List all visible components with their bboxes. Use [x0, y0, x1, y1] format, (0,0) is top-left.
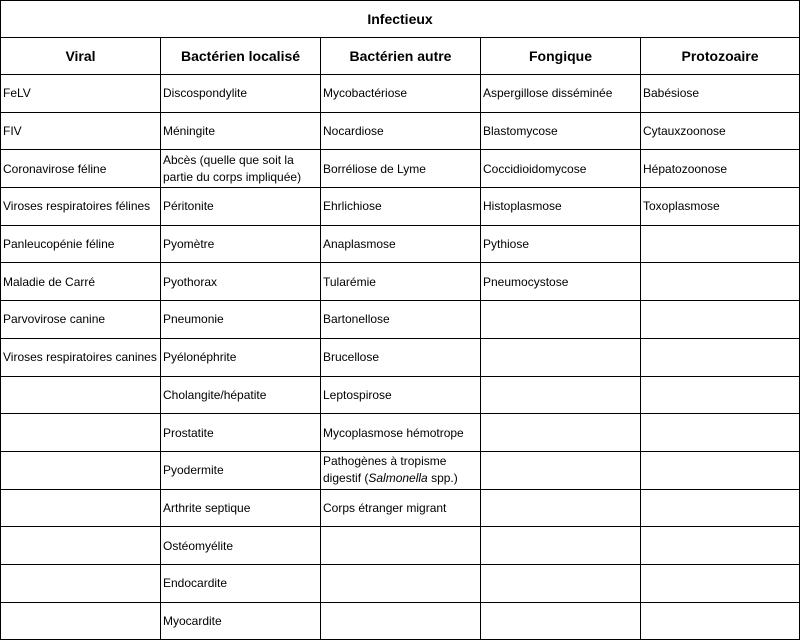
table-cell: Hépatozoonose: [641, 150, 800, 188]
table-cell: [481, 564, 641, 602]
table-cell: Discospondylite: [161, 75, 321, 113]
table-cell: Abcès (quelle que soit la partie du corps impliquée): [161, 150, 321, 188]
column-header: Viral: [1, 38, 161, 75]
table-cell: [321, 564, 481, 602]
table-cell: Brucellose: [321, 338, 481, 376]
table-cell: Maladie de Carré: [1, 263, 161, 301]
table-cell: [641, 225, 800, 263]
table-cell: Pyodermite: [161, 451, 321, 489]
table-row: [1, 112, 800, 150]
table-row: [1, 263, 800, 301]
column-header: Fongique: [481, 38, 641, 75]
table-row: [1, 376, 800, 414]
table-row: [1, 451, 800, 489]
table-cell: Histoplasmose: [481, 188, 641, 226]
table-cell: Viroses respiratoires canines: [1, 338, 161, 376]
table-cell: [481, 376, 641, 414]
table-cell: Mycobactériose: [321, 75, 481, 113]
table-cell: Tularémie: [321, 263, 481, 301]
table-cell: Myocardite: [161, 602, 321, 640]
table-cell: Cytauxzoonose: [641, 112, 800, 150]
table-cell: Pneumonie: [161, 301, 321, 339]
table-cell: Ostéomyélite: [161, 527, 321, 565]
table-row: [1, 225, 800, 263]
table-cell: [641, 451, 800, 489]
table-row: [1, 150, 800, 188]
table-cell: Méningite: [161, 112, 321, 150]
table-cell: [1, 414, 161, 452]
table-cell: Pyomètre: [161, 225, 321, 263]
table-cell: [321, 602, 481, 640]
table-cell: [641, 527, 800, 565]
table-cell: [481, 451, 641, 489]
table-cell: Parvovirose canine: [1, 301, 161, 339]
table-row: [1, 527, 800, 565]
table-cell: [481, 301, 641, 339]
table-cell: [481, 489, 641, 527]
table-row: [1, 301, 800, 339]
table-row: [1, 414, 800, 452]
table-cell: [1, 451, 161, 489]
table-cell: Toxoplasmose: [641, 188, 800, 226]
table-cell: FeLV: [1, 75, 161, 113]
table-cell: [481, 338, 641, 376]
table-cell: Pyothorax: [161, 263, 321, 301]
table-row: [1, 602, 800, 640]
table-cell: [641, 414, 800, 452]
table-cell: Bartonellose: [321, 301, 481, 339]
table-cell: [641, 602, 800, 640]
table-cell: Péritonite: [161, 188, 321, 226]
table-cell: Nocardiose: [321, 112, 481, 150]
table-cell: Prostatite: [161, 414, 321, 452]
table-cell: FIV: [1, 112, 161, 150]
table-cell: Blastomycose: [481, 112, 641, 150]
table-cell: Borréliose de Lyme: [321, 150, 481, 188]
table-cell: Pythiose: [481, 225, 641, 263]
table-cell: [1, 564, 161, 602]
table-cell: Mycoplasmose hémotrope: [321, 414, 481, 452]
table-row: [1, 75, 800, 113]
table-cell: [641, 263, 800, 301]
table-cell: Endocardite: [161, 564, 321, 602]
table-cell: Pneumocystose: [481, 263, 641, 301]
column-header: Bactérien autre: [321, 38, 481, 75]
table-cell: Leptospirose: [321, 376, 481, 414]
table-cell: [481, 527, 641, 565]
table-cell: [641, 564, 800, 602]
table-cell: [641, 489, 800, 527]
table-cell: [1, 376, 161, 414]
table-row: [1, 338, 800, 376]
table-cell: Coccidioidomycose: [481, 150, 641, 188]
table-cell: [1, 602, 161, 640]
table-cell: Panleucopénie féline: [1, 225, 161, 263]
table-cell: Cholangite/hépatite: [161, 376, 321, 414]
table-cell: [1, 489, 161, 527]
table-cell: Pathogènes à tropisme digestif (Salmonella spp.): [321, 451, 481, 489]
table-cell: Coronavirose féline: [1, 150, 161, 188]
table-cell: [321, 527, 481, 565]
table-row: [1, 489, 800, 527]
table-cell: Arthrite septique: [161, 489, 321, 527]
column-header: Bactérien localisé: [161, 38, 321, 75]
table-cell: Ehrlichiose: [321, 188, 481, 226]
table-row: [1, 564, 800, 602]
table-cell: Anaplasmose: [321, 225, 481, 263]
table-cell: [641, 338, 800, 376]
table-cell: Babésiose: [641, 75, 800, 113]
table-cell: Corps étranger migrant: [321, 489, 481, 527]
column-header: Protozoaire: [641, 38, 800, 75]
table-cell: [1, 527, 161, 565]
table-cell: [481, 414, 641, 452]
table-cell: Aspergillose disséminée: [481, 75, 641, 113]
table-cell: Viroses respiratoires félines: [1, 188, 161, 226]
table-title: Infectieux: [1, 1, 800, 38]
table-row: [1, 188, 800, 226]
table-cell: Pyélonéphrite: [161, 338, 321, 376]
table-cell: [481, 602, 641, 640]
table-cell: [641, 301, 800, 339]
table-cell: [641, 376, 800, 414]
